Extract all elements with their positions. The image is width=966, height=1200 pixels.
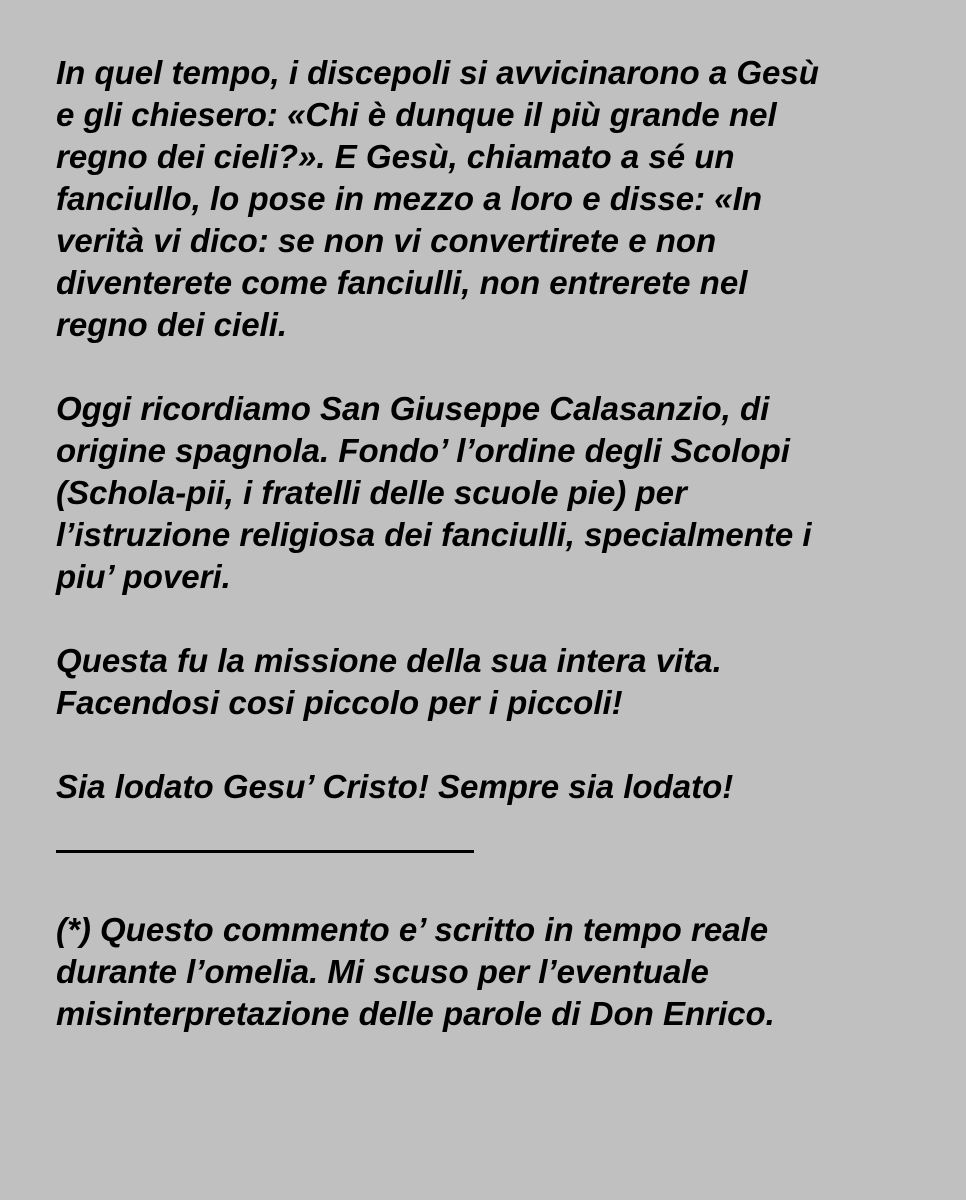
text-line: l’istruzione religiosa dei fanciulli, specialmente i [56, 516, 812, 553]
paragraph-gospel [56, 52, 936, 346]
footnote-line: durante l’omelia. Mi scuso per l’eventuale [56, 953, 709, 990]
footnote-separator [56, 850, 474, 853]
text-line: diventerete come fanciulli, non entrerete nel [56, 264, 748, 301]
footnote [56, 909, 936, 1035]
footnote-line: (*) Questo commento e’ scritto in tempo reale [56, 911, 769, 948]
text-line: e gli chiesero: «Chi è dunque il più grande nel [56, 96, 777, 133]
paragraph-saint [56, 388, 936, 598]
text-line: Questa fu la missione della sua intera vita. [56, 642, 722, 679]
text-line: regno dei cieli?». E Gesù, chiamato a sé un [56, 138, 735, 175]
text-line: Sia lodato Gesu’ Cristo! Sempre sia lodato! [56, 768, 734, 805]
text-line: fanciullo, lo pose in mezzo a loro e disse: «In [56, 180, 762, 217]
text-line: regno dei cieli. [56, 306, 288, 343]
text-line: Facendosi cosi piccolo per i piccoli! [56, 684, 623, 721]
text-line: origine spagnola. Fondo’ l’ordine degli Scolopi [56, 432, 790, 469]
text-line: In quel tempo, i discepoli si avvicinarono a Gesù [56, 54, 819, 91]
text-line: piu’ poveri. [56, 558, 231, 595]
footnote-line: misinterpretazione delle parole di Don Enrico. [56, 995, 775, 1032]
paragraph-mission [56, 640, 936, 724]
text-line: Oggi ricordiamo San Giuseppe Calasanzio, di [56, 390, 770, 427]
text-line: verità vi dico: se non vi convertirete e non [56, 222, 717, 259]
paragraph-praise [56, 766, 936, 808]
text-line: (Schola-pii, i fratelli delle scuole pie) per [56, 474, 687, 511]
document-body [56, 52, 936, 1035]
